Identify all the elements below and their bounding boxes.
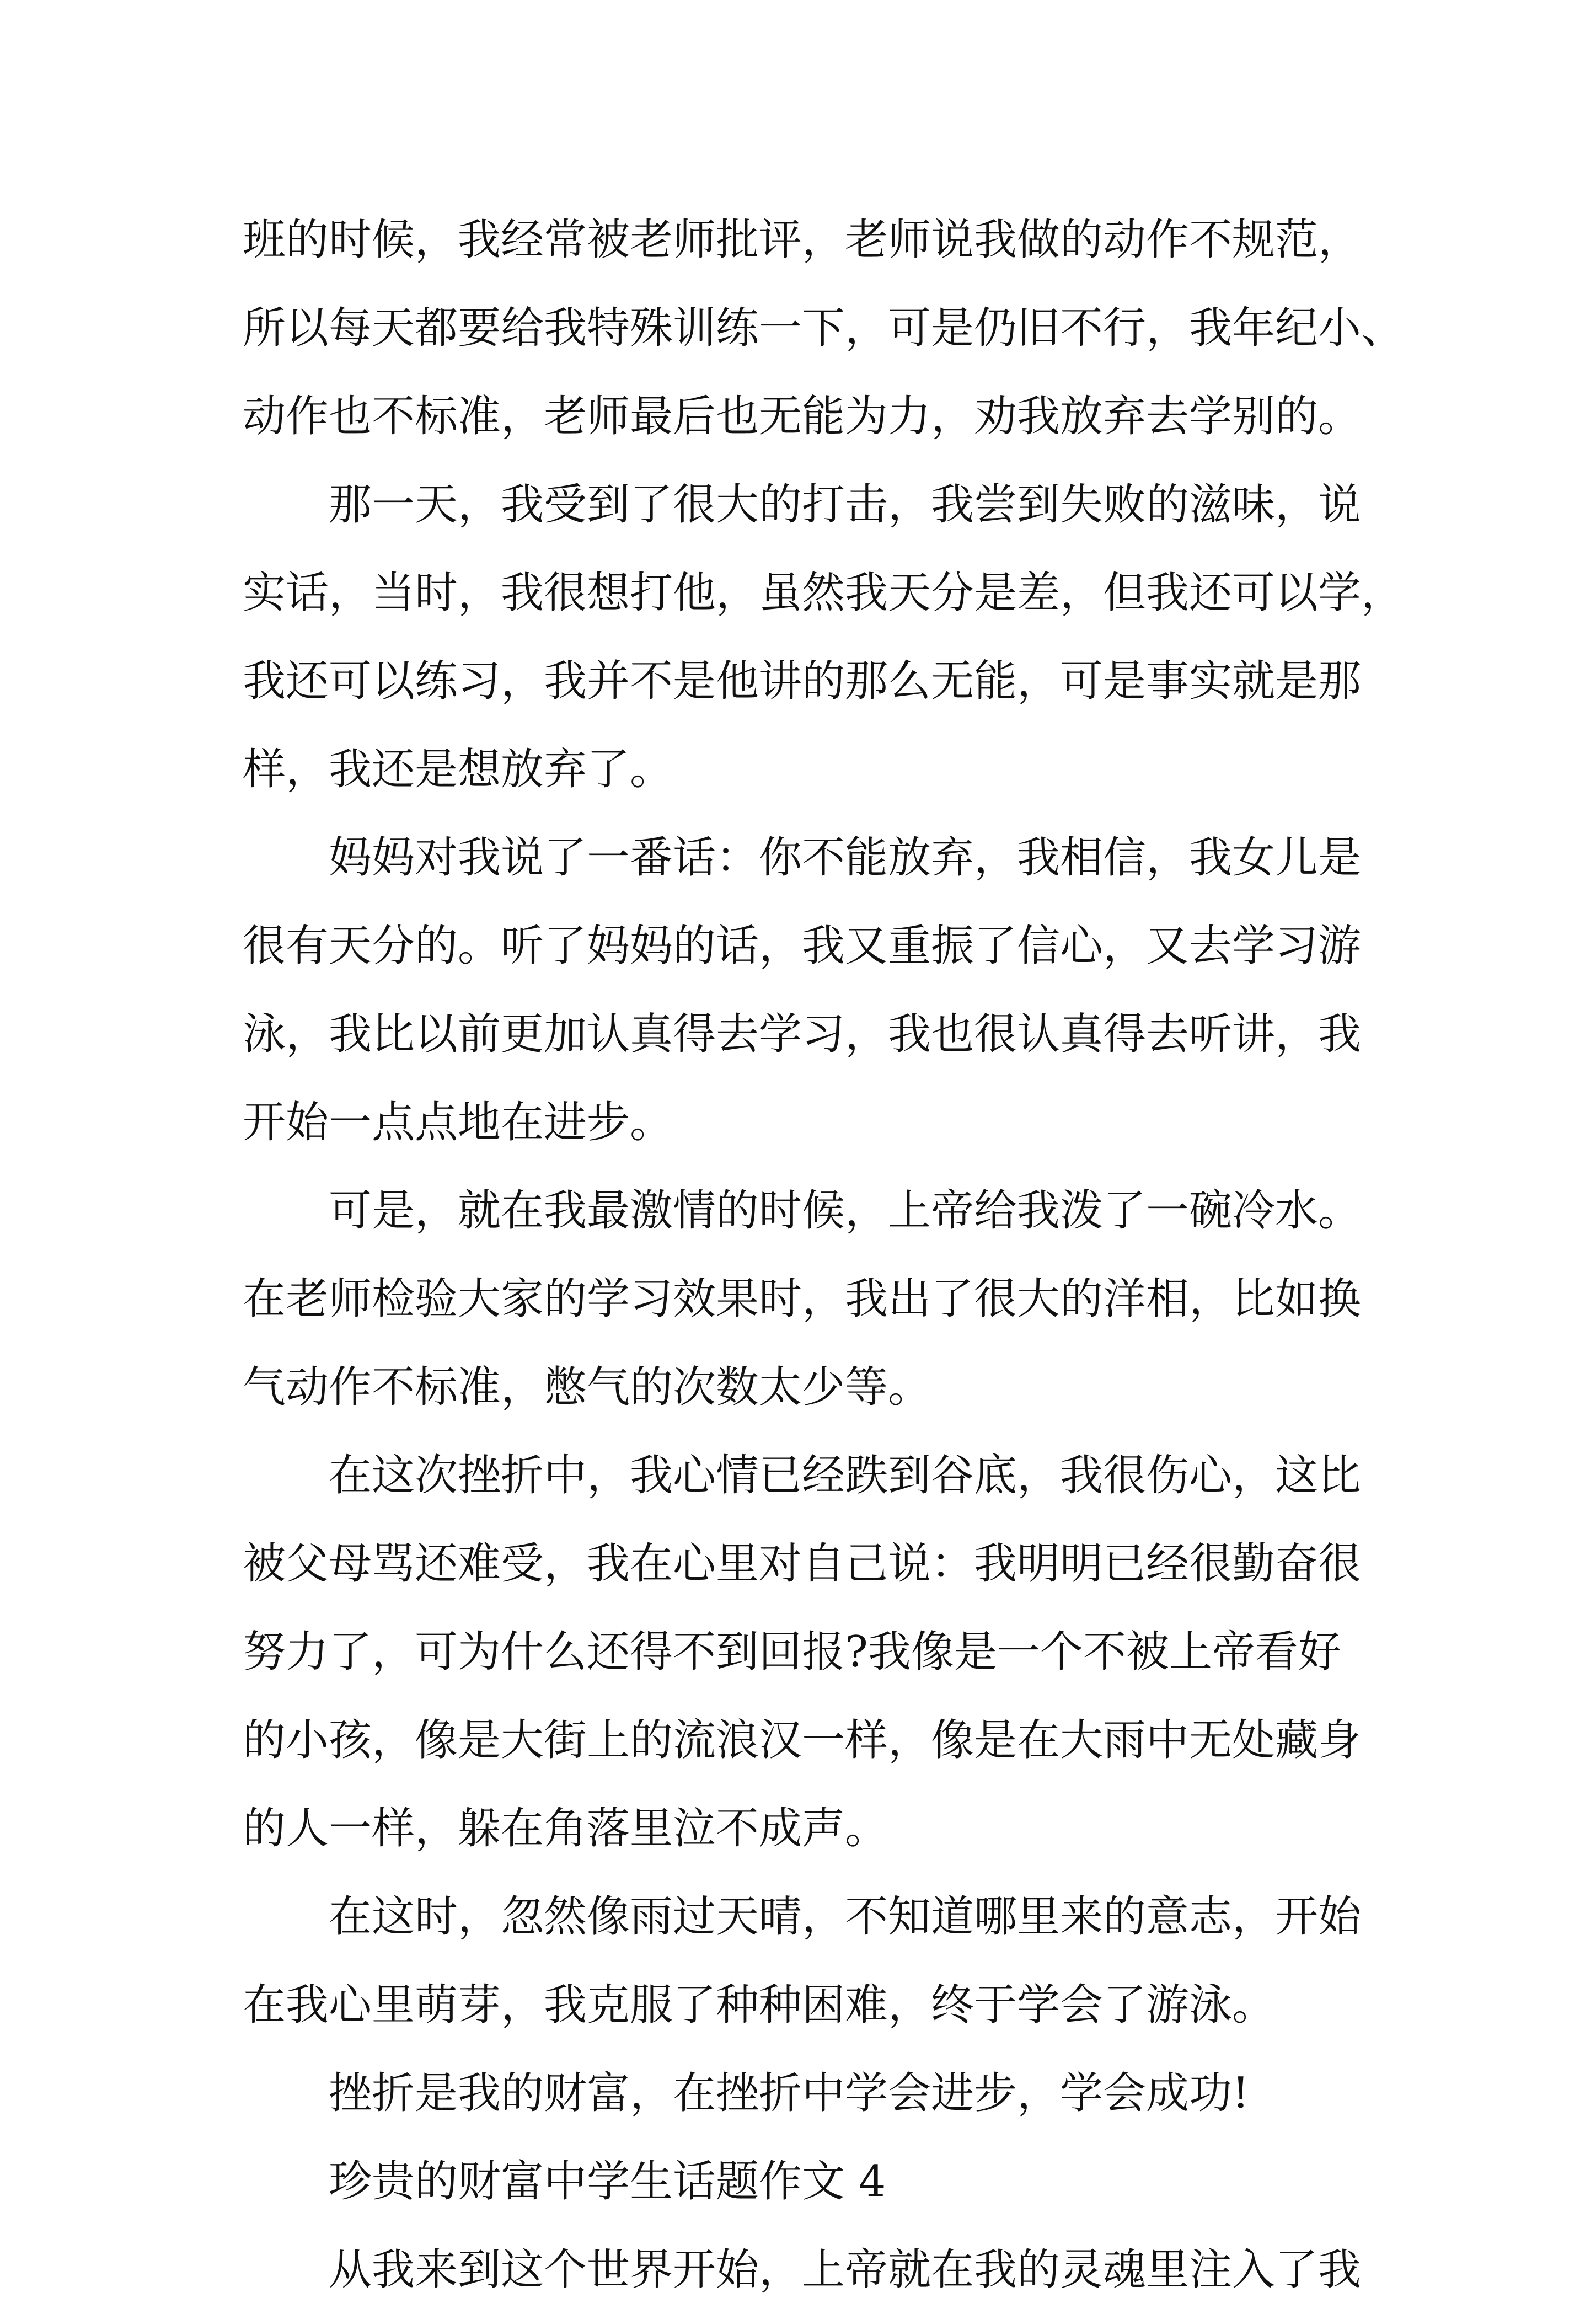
text-line: 气动作不标准，憋气的次数太少等。	[243, 1362, 931, 1412]
text-line: 样，我还是想放弃了。	[243, 745, 673, 794]
text-line: 的小孩，像是大街上的流浪汉一样，像是在大雨中无处藏身	[243, 1716, 1362, 1765]
text-line: 实话，当时，我很想打他，虽然我天分是差，但我还可以学，	[243, 568, 1405, 618]
text-line: 在我心里萌芽，我克服了种种困难，终于学会了游泳。	[243, 1980, 1276, 2030]
body-text	[243, 196, 1405, 2314]
text-line: 珍贵的财富中学生话题作文 4	[329, 2157, 886, 2206]
text-line: 那一天，我受到了很大的打击，我尝到失败的滋味，说	[329, 480, 1362, 530]
text-line: 所以每天都要给我特殊训练一下，可是仍旧不行，我年纪小、	[243, 303, 1405, 353]
text-line: 的人一样，躲在角落里泣不成声。	[243, 1804, 888, 1853]
text-line: 从我来到这个世界开始，上帝就在我的灵魂里注入了我	[329, 2245, 1362, 2295]
text-line: 在老师检验大家的学习效果时，我出了很大的洋相，比如换	[243, 1274, 1362, 1324]
text-line: 可是，就在我最激情的时候，上帝给我泼了一碗冷水。	[329, 1186, 1362, 1236]
text-line: 被父母骂还难受，我在心里对自己说：我明明已经很勤奋很	[243, 1539, 1362, 1589]
text-line: 妈妈对我说了一番话：你不能放弃，我相信，我女儿是	[329, 833, 1362, 883]
text-line: 挫折是我的财富，在挫折中学会进步，学会成功!	[329, 2069, 1250, 2118]
text-line: 动作也不标准，老师最后也无能为力，劝我放弃去学别的。	[243, 392, 1362, 441]
text-line: 努力了，可为什么还得不到回报?我像是一个不被上帝看好	[243, 1627, 1341, 1677]
text-line: 在这时，忽然像雨过天晴，不知道哪里来的意志，开始	[329, 1892, 1362, 1942]
text-line: 开始一点点地在进步。	[243, 1098, 673, 1147]
text-line: 我还可以练习，我并不是他讲的那么无能，可是事实就是那	[243, 656, 1362, 706]
text-line: 在这次挫折中，我心情已经跌到谷底，我很伤心，这比	[329, 1451, 1362, 1500]
text-line: 泳，我比以前更加认真得去学习，我也很认真得去听讲，我	[243, 1009, 1362, 1059]
text-line: 班的时候，我经常被老师批评，老师说我做的动作不规范，	[243, 215, 1362, 265]
text-line: 很有天分的。听了妈妈的话，我又重振了信心，又去学习游	[243, 921, 1362, 971]
